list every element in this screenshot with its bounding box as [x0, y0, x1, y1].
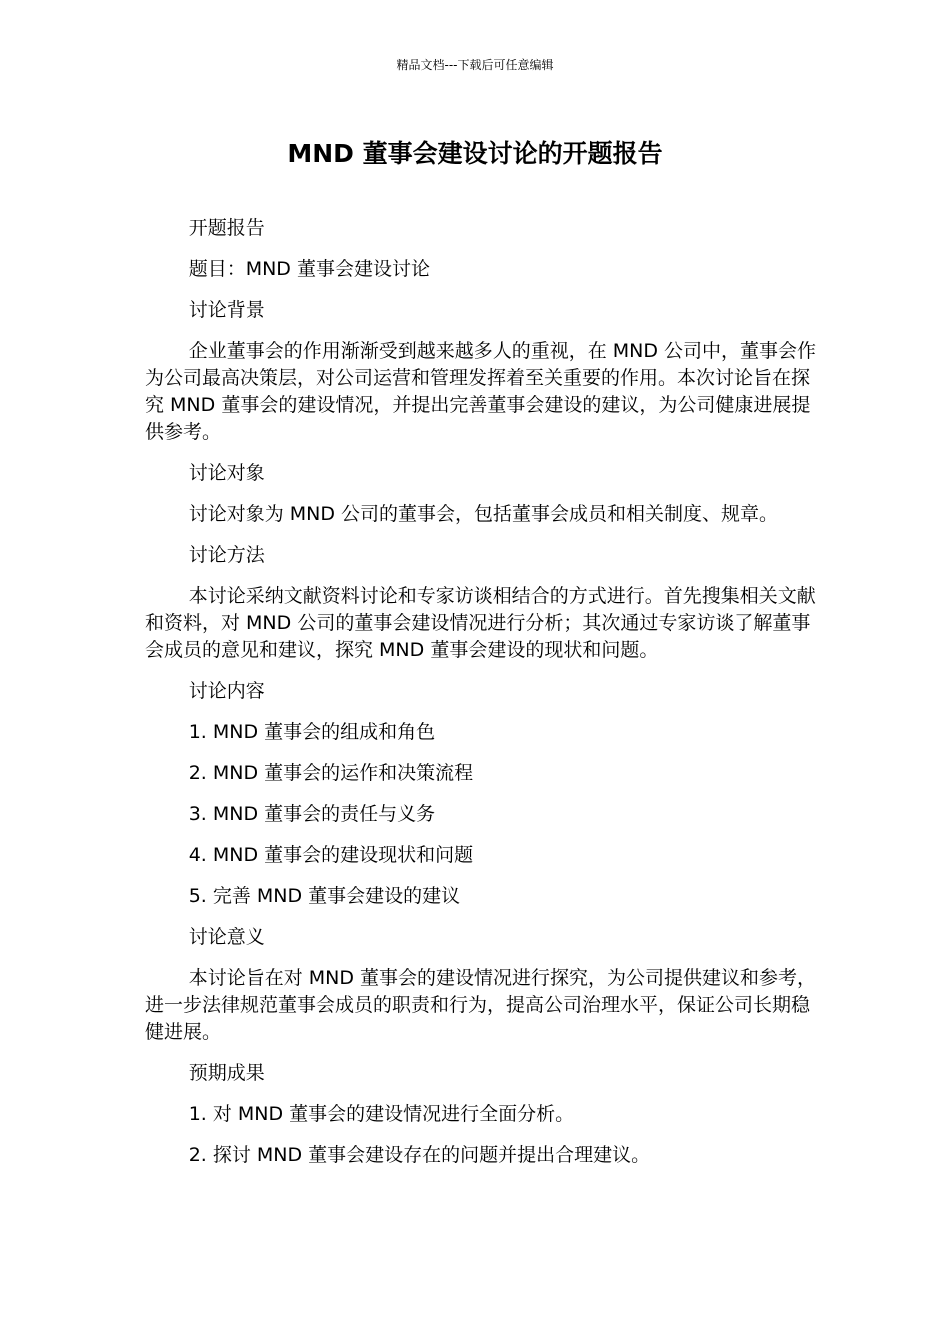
section-heading-object: 讨论对象 [188, 462, 265, 484]
content-item-5: 5. 完善 MND 董事会建设的建议 [188, 885, 461, 907]
result-item-1: 1. 对 MND 董事会的建设情况进行全面分析。 [188, 1103, 575, 1125]
topic-line: 题目：MND 董事会建设讨论 [188, 258, 430, 280]
result-item-2: 2. 探讨 MND 董事会建设存在的问题并提出合理建议。 [188, 1144, 651, 1166]
section-heading-background: 讨论背景 [188, 299, 265, 321]
header-note: 精品文档---下载后可任意编辑 [396, 58, 554, 72]
method-paragraph: 本讨论采纳文献资料讨论和专家访谈相结合的方式进行。首先搜集相关文献和资料，对 MND 公司的董事会建设情况进行分析；其次通过专家访谈了解董事会成员的意见和建议，探究 MND 董事会建设的现状和问题。 [145, 585, 816, 661]
section-heading-proposal: 开题报告 [188, 217, 265, 239]
content-item-3: 3. MND 董事会的责任与义务 [188, 803, 436, 825]
section-heading-method: 讨论方法 [188, 544, 265, 566]
content-item-1: 1. MND 董事会的组成和角色 [188, 721, 436, 743]
document-body [145, 215, 817, 1183]
section-heading-expected-results: 预期成果 [188, 1062, 265, 1084]
section-heading-content: 讨论内容 [188, 680, 265, 702]
content-item-2: 2. MND 董事会的运作和决策流程 [188, 762, 474, 784]
document-title: MND 董事会建设讨论的开题报告 [287, 139, 663, 168]
content-item-4: 4. MND 董事会的建设现状和问题 [188, 844, 474, 866]
section-heading-significance: 讨论意义 [188, 926, 265, 948]
object-paragraph: 讨论对象为 MND 公司的董事会，包括董事会成员和相关制度、规章。 [188, 503, 779, 525]
significance-paragraph: 本讨论旨在对 MND 董事会的建设情况进行探究，为公司提供建议和参考，进一步法律规范董事会成员的职责和行为，提高公司治理水平，保证公司长期稳健进展。 [145, 967, 817, 1043]
background-paragraph: 企业董事会的作用渐渐受到越来越多人的重视，在 MND 公司中，董事会作为公司最高决策层，对公司运营和管理发挥着至关重要的作用。本次讨论旨在探究 MND 董事会的建设情况，并提出完善董事会建设的建议，为公司健康进展提供参考。 [145, 340, 817, 443]
